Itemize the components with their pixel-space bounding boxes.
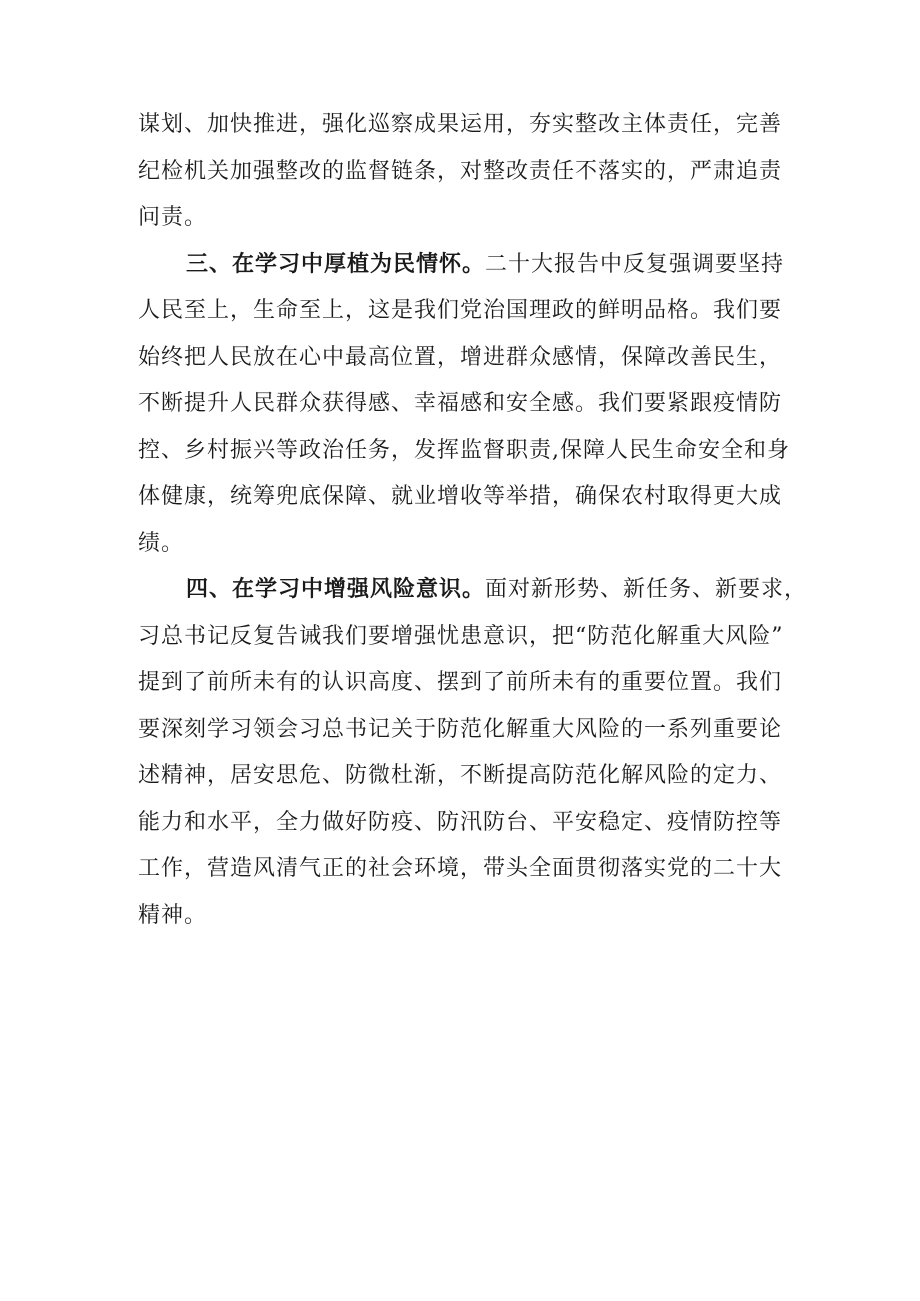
paragraph-1: [138, 102, 798, 242]
text-line: 不断提升人民群众获得感、幸福感和安全感。我们要紧跟疫情防: [138, 391, 783, 416]
text-run: 二十大报告中反复强调要坚持: [485, 251, 785, 277]
text-line: 绩。: [138, 530, 185, 556]
text-line: 能力和水平，全力做好防疫、防汛防台、平安稳定、疫情防控等: [138, 809, 783, 835]
text-line: 要深刻学习领会习总书记关于防范化解重大风险的一系列重要论: [138, 716, 783, 742]
text-line: 始终把人民放在心中最高位置，增进群众感情，保障改善民生，: [138, 344, 783, 370]
document-body: [138, 102, 808, 939]
text-run: 面对新形势、新任务、新要求，: [485, 577, 808, 602]
text-line: 控、乡村振兴等政治任务，发挥监督职责,保障人民生命安全和身: [138, 437, 790, 463]
text-line: 提到了前所未有的认识高度、摆到了前所未有的重要位置。我们: [138, 670, 783, 695]
text-line: [138, 242, 798, 289]
text-line: 体健康，统筹兜底保障、就业增收等举措，确保农村取得更大成: [138, 484, 783, 509]
text-line: 人民至上，生命至上，这是我们党治国理政的鲜明品格。我们要: [138, 298, 783, 323]
text-line: 习总书记反复告诫我们要增强忧患意识，把“防范化解重大风险”: [138, 623, 784, 649]
paragraph-3: [138, 567, 808, 939]
paragraph-2: [138, 242, 798, 568]
text-line: 问责。: [138, 205, 208, 230]
section-heading: 四、在学习中增强风险意识。: [186, 577, 486, 602]
section-heading: 三、在学习中厚植为民情怀。: [186, 251, 486, 277]
text-line: 精神。: [138, 902, 208, 928]
text-line: [138, 567, 808, 614]
text-line: 谋划、加快推进，强化巡察成果运用，夯实整改主体责任，完善: [138, 112, 783, 137]
text-line: 述精神，居安思危、防微杜渐，不断提高防范化解风险的定力、: [138, 763, 783, 788]
text-line: 纪检机关加强整改的监督链条，对整改责任不落实的，严肃追责: [138, 158, 783, 184]
text-line: 工作，营造风清气正的社会环境，带头全面贯彻落实党的二十大: [138, 856, 783, 881]
